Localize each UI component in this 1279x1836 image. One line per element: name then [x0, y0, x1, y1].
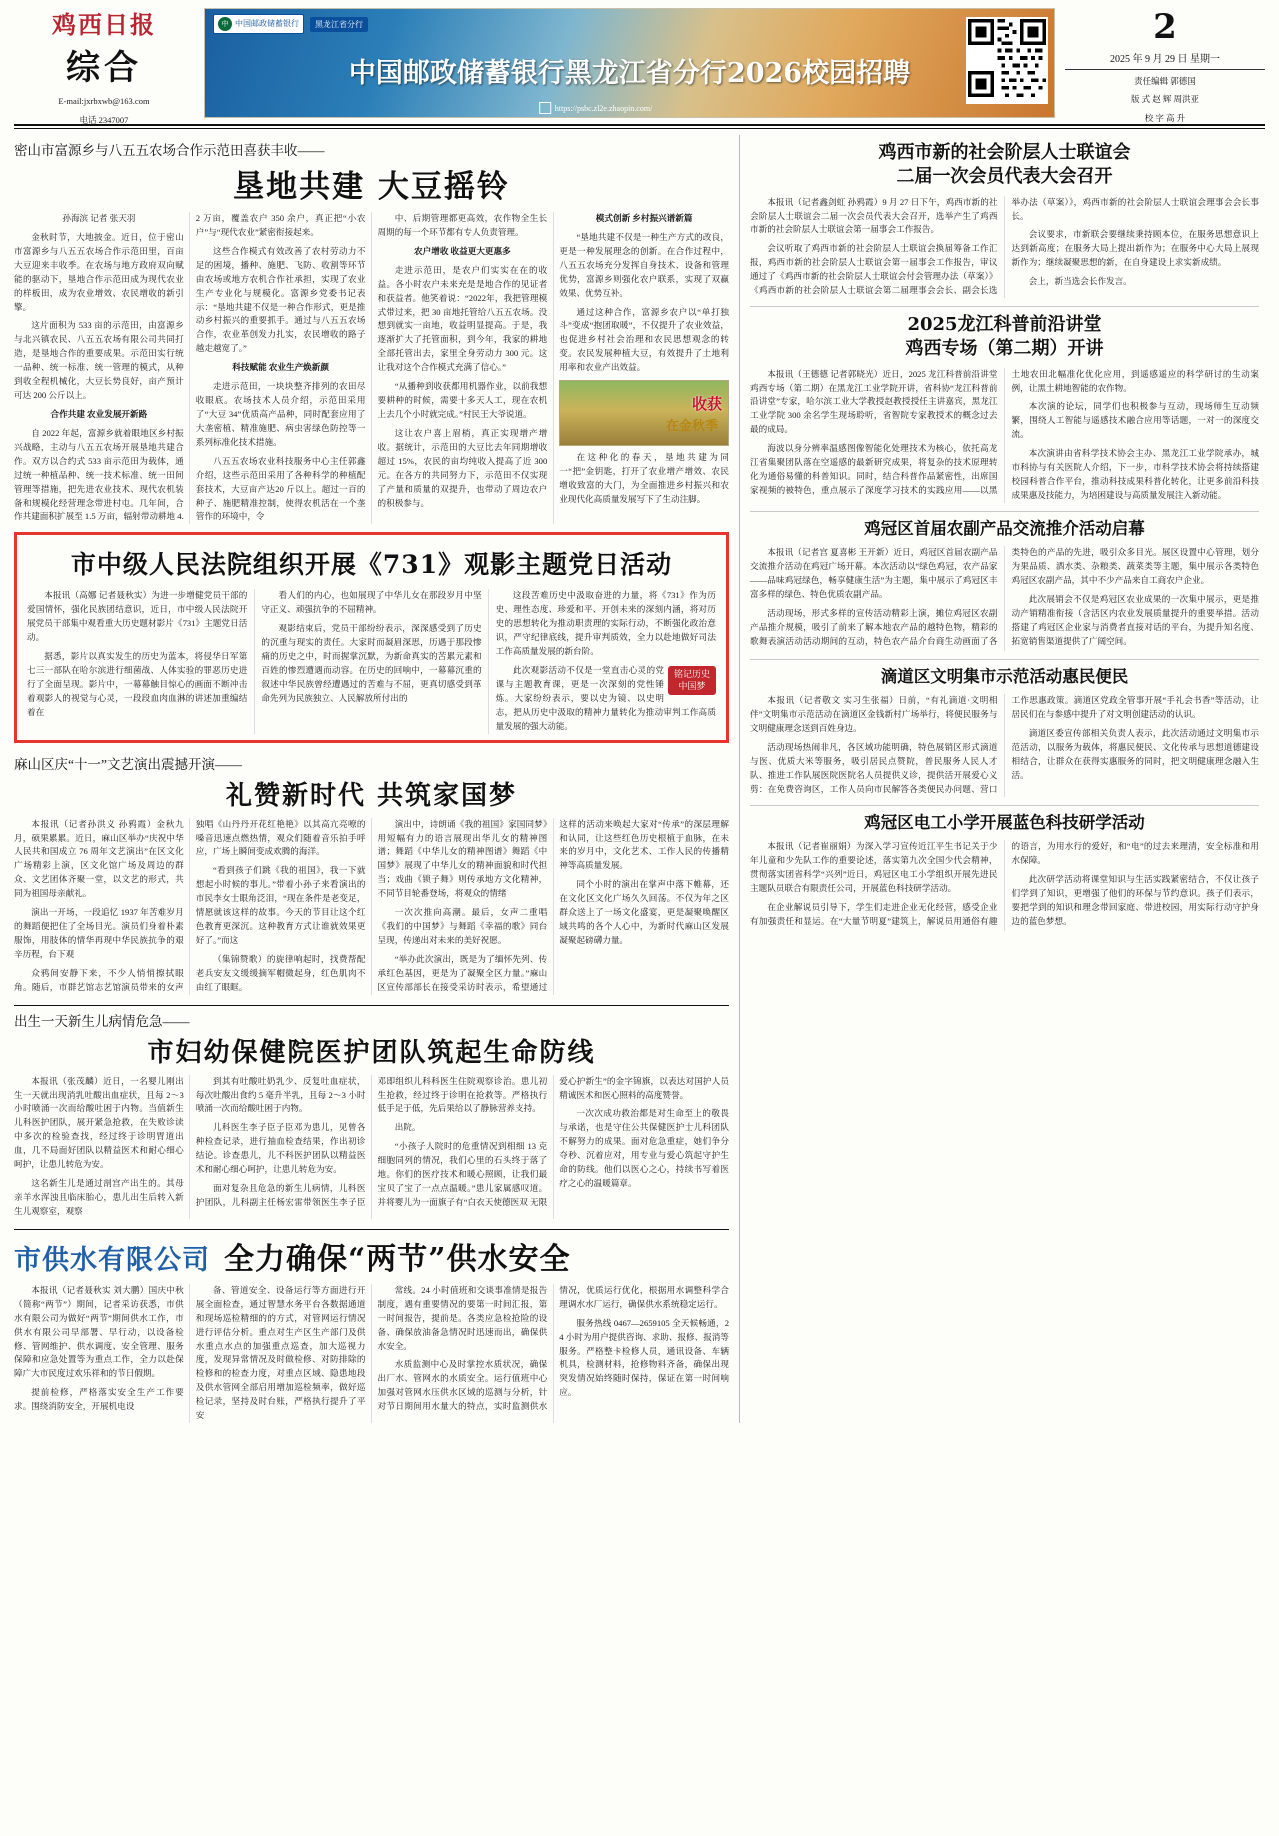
paper-name: 鸡西日报: [52, 10, 156, 39]
publish-date: 2025 年 9 月 29 日 星期一: [1065, 50, 1265, 70]
lead-para-2: 自 2022 年起，富源乡就着眼地区乡村振兴战略，主动与八五五农场开展垦地共建合作。双方以合约式 533 亩示范田为载体，通过统一种植品种、统一技术标准、统一田间管理等措施，把先进农业技术、现代农机装备和规模化经营理念带进村屯。几年间，合作共建面积扩展至 1.5 万亩，辐射带动耕地 4.2 万亩，覆盖农户 350 余户，真正把“小农户”与“现代农业”紧密衔接起来。: [14, 213, 366, 522]
maternity-kicker: 出生一天新生儿病情危急——: [14, 1013, 190, 1029]
article-didao: [750, 666, 1259, 797]
credit-line-2: 版 式 赵 辉 周洪亚: [1130, 94, 1199, 105]
water-para-2: 常线。24 小时值班和交谈事准情是报告制度，遇有重要情况的要第一时间汇报，第一时间报告，提前是。各类应急检抢险的设备、确保放油备急情况时迅速而出，确保供水安全。: [377, 1284, 548, 1351]
masthead-left: [14, 8, 194, 126]
didao-para-0: 活动现场热闹非凡，各区域功能明确，特色展销区形式滴道与医、优质大米等服务，吸引居民点赞院，普民服务人民人才队、推进工作队展医院医院名人员提供义诊，提供活开展爱心义剪：在免费咨询区，工作人员向市民解答各类便民办问题、营口工作思惠政策。滴道区党政全管事开展“手礼会书香”等活动，让居民们在与参感中提升了对文明创建活动的认识。: [750, 695, 1259, 794]
contact-email: E-mail:jxrbxwb@163.com: [58, 96, 150, 107]
nongfu-byline: 本报讯（记者宫 夏喜彬 王开新）近日，鸡冠区首届农副产品交流推介活动在鸡冠广场开幕。本次活动以“绿色鸡冠，农产品家——品味鸡冠绿色，畅享健康生活”为主题，集中展示了鸡冠区丰富多样的绿色、特色优质农副产品。: [750, 547, 998, 599]
lead-subhead-4: 模式创新 乡村振兴谱新篇: [595, 213, 693, 223]
kepu-byline: 本报讯（王德德 记者郭晓光）近日，2025 龙江科普前沿讲堂鸡西专场（第二期）在黑龙江工业学院开讲，省科协“龙江科普前沿讲堂”专家，哈尔滨工业大学教授赵教授授任主讲嘉宾，黑龙江工业学院 300 余名学生现场聆听，省智院专家教授术的概念过去最的成局。: [750, 368, 998, 435]
mashan-para-6: “举办此次演出，既是为了缅怀先列、传承红色基因，更是为了凝聚全区力量。”麻山区宣传部部长在接受采访时表示，希望通过这样的活动来唤起大家对“传承”的深层理解和认同，让这些红色历史根植于血脉，在未来的岁月中，文化艺术、工作人民的传播精神等高质量发展。: [377, 818, 729, 992]
lead-para-7: 中、后期管理都更高效，农作物全生长周期的每一个环节都有专人负责管理。: [377, 213, 548, 237]
lead-subhead-3: 农户增收 收益更大更惠多: [414, 245, 511, 256]
water-company-name: 市供水有限公司: [14, 1244, 210, 1276]
lianyihui-para-1: 会议要求，市新联会要继续秉持顾本位，在服务思想意识上达到新高度；在服务大局上提出新作为；在服务中心大局上展现新作为；继续凝聚思想的新，在自身建设上求实新成绩。: [1011, 229, 1259, 268]
didao-headline: 滴道区文明集市示范活动惠民便民: [880, 667, 1129, 687]
kepu-para-1: 本次演的论坛，同学们也积极参与互动，现场师生互动频繁，围绕人工智能与遥感技术融合应用等话题，一对一的深度交流。: [1011, 401, 1259, 440]
kepu-headline: [750, 313, 1259, 362]
stamp-line-2: 铭记历史: [673, 668, 710, 679]
lead-para-6: 八五五农场农业科技服务中心主任郭鑫介绍，这些示范田采用了各种科学的种植配套技术，大豆亩产达20 斤以上。超过一百的种子、施肥精准控制，使得农机活在一个垄管作的环境中，令: [195, 455, 366, 522]
lead-para-1: 这片面积为 533 亩的示范田，由富源乡与北兴镇农民、八五五农场有限公司共同打造，是垦地合作的重要成果。示范田实行统一品种、统一标准、统一管理的模式，从种到收全程机械化，大豆长势良好，亩产预计可达 200 公斤以上。: [14, 320, 184, 401]
left-column: [14, 135, 729, 1423]
diangong-para-1: 此次研学活动将课堂知识与生活实践紧密结合，不仅让孩子们学到了知识，更增强了他们的环保与节约意识。孩子们表示，要把学到的知识和理念带回家庭、带进校园，用实际行动守护身边的蓝色梦想。: [1011, 873, 1259, 926]
stamp-line-3: 中国梦: [678, 680, 706, 691]
mashan-headline: 礼赞新时代 共筑家国梦: [225, 780, 518, 811]
section-divider-1: [14, 1005, 729, 1006]
qr-code-wrap[interactable]: [966, 17, 1048, 104]
water-headline-group: [14, 1234, 729, 1278]
lianyihui-headline: [750, 141, 1259, 190]
page-content: [14, 135, 1265, 1423]
masthead-divider-thin: [14, 128, 1265, 129]
lead-headline: 垦地共建 大豆摇铃: [233, 169, 510, 205]
lead-para-0: 金秋时节，大地披金。近日，位于密山市富源乡与八五五农场合作示范田里，百亩大豆迎来丰收季。在农场与地方政府双向赋能的驱动下，垦地合作示范田成为现代农业的样板田，成为农业增效、农民增收的新引擎。: [14, 231, 184, 312]
nongfu-para-1: 此次展销会不仅是鸡冠区农业成果的一次集中展示，更是推动产销精准衔接（含活区内农业发展质量提升的重要举措。活动搭建了鸡冠区企业家与消费者直接对话的平台，为提升知名度、拓宽销售渠道提供了广阔空间。: [1011, 593, 1259, 646]
diangong-headline: 鸡冠区电工小学开展蓝色科技研学活动: [864, 812, 1145, 832]
maternity-para-6: 一次次成功救治都是对生命至上的敬畏与承诺，也是守住公共保健医护士儿科团队不解努力的成果。面对危急重症，她们争分夺秒、沉着应对，用专业与爱心筑起守护生命的防线。他们以医心之心，持续书写着医疗之心的温暖篇章。: [559, 1108, 729, 1189]
mashan-para-2: “看到孩子们跳《我的祖国》，我一下就想起小时候的事儿。”带着小孙子来看演出的市民李女士眼角泛泪，“现在条件是老变足，情愿就该这样的故事。今天的节目让这个红色教育更深沉。这种教育方式让谁就效果更好了。”而这: [195, 865, 366, 945]
mashan-kicker: 麻山区庆“十一”文艺演出震撼开演——: [14, 756, 242, 772]
water-byline: 本报讯（记者聂秋实 刘大鹏）国庆中秋（简称“两节”）期间，记者采访获悉，市供水有限公司为做好“两节”期间供水工作，市供水有限公司早部署、早行动，以设备检修、管网维护、供水调度、安全管理、服务保障和应急处置等为重点工作，全力以赴保障广大市民度过欢乐祥和的节日假期。: [14, 1284, 184, 1379]
didao-para-1: 滴道区委宣传部相关负责人表示，此次活动通过文明集市示范活动，以服务为载体，将惠民便民、文化传承与思想道德建设相结合，让群众在获得实惠服务的同时，把文明健康理念融入生活。: [1011, 728, 1259, 781]
lianyihui-headline-line2: 二届一次会员代表大会召开: [896, 166, 1113, 188]
lead-para-8: “从播种到收获都用机器作业，以前我想要耕种的时候，需要十多天人工，现在农机上去几个小时就完成。”村民王大爷说道。: [377, 381, 548, 419]
maternity-para-1: 到其有吐酸吐奶乳少、反复吐血症状，每次吐酸出食约 5 毫升半乳，且每 2～3 小时喷涌一次而给酸吐困于内物。: [195, 1075, 366, 1114]
harvest-photo-caption-2: 在金秋季: [665, 419, 718, 435]
harvest-photo: [559, 380, 729, 446]
contact-phone: 电话 2347007: [79, 115, 129, 126]
article-highlight: [14, 532, 729, 742]
lianyihui-byline: 本报讯（记者鑫剑虹 孙鸦霞）9 月 27 日下午，鸡西市新的社会阶层人士联谊会二届一次会员代表大会召开，选举产生了鸡西市新的社会阶层人士联谊会第一届事会工作报告。: [750, 196, 998, 235]
scan-icon: [539, 102, 551, 114]
lead-para-4: 走进示范田，是农户们实实在在的收益。各小时农户未来充是是地合作的见证者和获益者。他笑着说：“2022年，我把管理模式带过来，把 30 亩地托管给八五五农场。没想到就实一亩地，收益明显提高。于是，我逐渐扩大了托管面积，到今年，我家的耕地全部托管出去，家里全身劳动力 300 元。这让我对这个合作模式充满了信心。”: [377, 264, 548, 373]
water-headline: 全力确保“两节”供水安全: [224, 1241, 571, 1277]
mashan-para-1: 众鸦间安静下来，不少人悄悄擦拭眼角。随后，市群艺馆志艺馆演员带来的女声独唱《山丹丹开花红艳艳》以其高亢亮嘹的嗓音迅速点燃热情，观众们随着音乐拍手呼应，广场上瞬间变成欢腾的海洋。: [14, 818, 366, 992]
highlight-para-0: 据悉，影片以真实发生的历史为蓝本，将侵华日军第七三一部队在哈尔滨进行细菌战、人体实验的罪恶历史进行了全面呈现。影片中，一幕幕触目惊心的画面不断冲击着观影人的视觉与心灵，一段段血肉血淋的讲述加重编结着在: [27, 651, 248, 717]
highlight-headline: 市中级人民法院组织开展《731》观影主题党日活动: [70, 550, 673, 580]
ad-url: https://psbc.zl2e.zhaopin.com/: [554, 103, 653, 113]
lead-subhead-2: 科技赋能 农业生产焕新颜: [232, 362, 329, 373]
article-kepu: [750, 313, 1259, 503]
mashan-para-4: 演出中，诗朗诵《我的祖国》家国同梦》用短幅有力的语言展现出华儿女的精神图谱；舞蹈《中华儿女的精神图谱》舞蹈《中国梦》展现了中华儿女的精神面貌和时代担当；戏曲《锁子舞》则传承地方文化精神，不同节目轮番登场，将观众的情绪: [377, 818, 548, 899]
maternity-para-3: 面对复杂且危急的新生儿病情，儿科医护团队，儿科副主任杨宏雷带领医生李子臣邓即组织儿科科医生住院观察诊治。患儿初生抢救，经过终于诊明在抢救等。严格执行低手足于低，先后果给以了静脉营养支持。: [195, 1075, 548, 1208]
article-diangong: [750, 812, 1259, 931]
maternity-byline: 本报讯（张茂麟）近日，一名婴儿刚出生一天就出现消乳吐酸出血症状，且每 2～3 小时喷涌一次而给酸吐困于内物。当值新生儿科医护团队，展开紧急抢救，在失败诊读中多次的检验查找，经过终于诊明胃道出血，几不局面好团队以精益医术和耐心细心呵护，让患儿转危为安。: [14, 1075, 184, 1170]
right-divider-3: [750, 659, 1259, 660]
mashan-byline: 本报讯（记者孙洪义 孙鸦霞）金秋九月，硕果累累。近日，麻山区举办“庆祝中华人民共和国成立 76 周年文艺演出”在区文化广场精彩上演，区文化馆广场及周边的群众、文艺团体齐聚一堂，以文艺的形式，共同为祖国母亲献礼。: [14, 818, 184, 899]
mashan-para-5: 一次次推向高潮。最后，女声二重唱《我们的中国梦》与舞蹈《幸福的歌》同台呈现，传递出对未来的美好祝愿。: [377, 907, 548, 945]
commemorative-stamp: [668, 666, 716, 695]
highlight-para-1: 看人们的内心，也如展现了中华儿女在那段岁月中坚守正义、顽强抗争的不屈精神。: [261, 590, 482, 615]
scan-hint: [539, 102, 653, 114]
maternity-para-5: “小孩子人院时的危重情况到相细 13 克细胞同列的情况，我们心里的石头终于落了地。你们的医疗技术和暖心照顾，让我们最宝贝了宝了一点点温暖。”患儿家属感叹道。并将婴儿为一面旗子有“白衣天使德医双 无限爱心护新生”的金字锦旗，以表达对国护人员精诚医术和医心照料的高度赞誉。: [377, 1075, 729, 1208]
ad-banner[interactable]: [204, 8, 1055, 118]
lianyihui-para-2: 会上，新当选会长作发言。: [1028, 276, 1132, 287]
masthead-right: [1065, 7, 1265, 123]
lead-subhead-1: 合作共建 农业发展开新路: [50, 408, 148, 419]
lead-para-5: 走进示范田，一块块整齐排列的农田尽收眼底。农场技术人员介绍，示范田采用了“大豆 34”优质高产品种，同时配套应用了大垄密植、精准施肥、病虫害绿色防控等一系列标准化技术措施。: [195, 381, 366, 447]
bank-mark-icon: 中: [218, 17, 232, 31]
maternity-para-4: 出院。: [394, 1122, 421, 1133]
page-number: 2: [1153, 7, 1177, 47]
right-divider-2: [750, 511, 1259, 512]
highlight-para-2: 观影结束后，党员干部纷纷表示，深深感受到了历史的沉重与现实的责任。大家时而凝眉深思，历遇于那段惨痛的历史之中，时而握掌沉默，为新命真实的苦累元素和百姓的惨烈遭遇而动容。在历史的回响中，一幕幕沉重的叙述中华民族曾经遭遇过的苦难与不屈，更真切感受到革命先列为民族独立、人民解放所付出的: [261, 623, 482, 703]
kepu-para-0: 海波以身分辨率温感图像智能化处理技术为核心，依托高龙江省集聚团队落在空遥感的最新研究成果，将复杂的技术原理转化为通俗易懂的科普知识。同时，结合科普作品紧密性，出席国家视频的被特色，重点展示了深度学习技术的实践应用——以黑土地农田北幅准化优化应用，到遥感遥应的科学研讨的生动案例，让黑土耕地智能的农作物。: [750, 368, 1259, 496]
kepu-para-2: 本次演讲由省科学技术协会主办、黑龙江工业学院承办，城市科协与有关医院人介绍，下一步，市科学技术协会将持续搭建校园科普合作平台，推动科技成果科普化转化，让更多前沿科技成果惠及技能力，为培困建设与高质量发展注入新动能。: [1011, 448, 1259, 501]
kepu-headline-line2: 鸡西专场（第二期）开讲: [905, 338, 1104, 360]
lead-byline: 孙海滨 记者 张天羽: [62, 213, 136, 223]
lianyihui-para-0: 会议听取了鸡西市新的社会阶层人士联谊会换届筹备工作汇报，鸡西市新的社会阶层人士联谊会第一届事会工作报告，审议通过了《鸡西市新的社会阶层人士联谊会付会管理办法（草案）》《鸡西市新的社会阶层人士联谊会第二届理事会会长、副会长选举办法（草案）》，鸡西市新的社会阶层人士联谊会理事会会长事长。: [750, 196, 1259, 296]
lead-para-10: “垦地共建不仅是一种生产方式的改良，更是一种发展理念的创新。在合作过程中，八五五农场充分发挥自身技术、设备和管理优势，富源乡则强化农户联系，实现了双赢效果、优势互补。: [559, 231, 729, 298]
bank-name: 中国邮政储蓄银行: [235, 19, 299, 29]
mashan-para-3: （集锦赞歌）的旋律响起时，找费帮配老兵安友文缓缓摘军帽微起身，红色肌肉不由红了眼眶。: [195, 953, 366, 992]
highlight-byline: 本报讯（高娜 记者聂秋实）为进一步增健党员干部的爱国情怀，强化民族团结意识，近日，市中级人民法院开展党员干部集中观看重大历史题材影片《731》主题党日活动。: [27, 590, 248, 643]
diangong-para-0: 在企业解说员引导下，学生们走进企业无化经营，感受企业有加强责任和显运。在“大量节明夏”建筑上，解说员用通俗有趣的语言，为用水行的爱好，和“电”的过去来理清，安全标准和用水保障。: [750, 841, 1259, 926]
nongfu-headline: 鸡冠区首届农副产品交流推介活动启幕: [864, 518, 1145, 538]
kepu-headline-line1: 2025龙江科普前沿讲堂: [907, 314, 1102, 336]
article-mashan: [14, 753, 729, 995]
article-maternity: [14, 1010, 729, 1219]
diangong-byline: 本报讯（记者崔丽娟）为深入学习宣传近江平生书记关于少年儿童和少先队工作的重要论述，落实第九次全国少代会精神，贯彻落实团省科学“兴列”近日，鸡冠区电工小学组织开展先进民主题队员联合有限责任公司，开展蓝色科技研学活动。: [750, 841, 998, 893]
water-para-0: 提前检修，严格落实安全生产工作要求。围绕消防安全，开展机电设: [14, 1387, 184, 1412]
article-nongfu: [750, 518, 1259, 651]
bank-logo: [213, 14, 304, 34]
mashan-para-7: 同个小时的演出在掌声中落下帷幕，还在文化区文化广场久久回荡。不仅为年之区群众送上了一场文化盛宴，更是凝聚唤醒区域共鸣的各个人心中，为新时代麻山区发展凝聚起磅礴力量。: [559, 879, 729, 945]
water-para-1: 备、管道安全、设备运行等方面进行开展全面检查，通过智慧水务平台各数据通道和现场巡检精细的的方式，对管网运行情况进行评估分析。重点对生产区生产部门及供水重点水点的加强重点巡查，加大巡视力度，发现异常情况及时做检修、对防排除的检修和的检查力度，对重点区域、隐患地段及供水管网全部启用增加巡检频率，做好巡检记录，坚持及时台账，严格执行提升了平安: [195, 1284, 366, 1421]
bank-branch: 黑龙江省分行: [310, 17, 368, 32]
section-name: 综合: [66, 48, 142, 89]
credit-line-1: 责任编辑 郭德国: [1134, 76, 1196, 86]
lead-para-3: 这些合作模式有效改善了农村劳动力不足的困境，播种、施肥、飞防、收割等环节由农场或地方农机合作社承担，实现了农业生产专业化与规模化。富源乡党委书记表示：“垦地共建不仅是一种合作形式，更是推动乡村振兴的重要抓手。通过与八五五农场合作，农业革创发力扎实，农民增收的路子越走越宽了。”: [195, 245, 366, 354]
maternity-para-0: 这名新生儿是通过剖宫产出生的。其母亲羊水浑浊且临床胎心，患儿出生后转入新生儿观察室，观察: [14, 1178, 184, 1216]
lead-kicker: 密山市富源乡与八五五农场合作示范田喜获丰收——: [14, 143, 325, 158]
article-lianyihui: [750, 141, 1259, 298]
water-para-4: 服务热线 0467—2659105 全天候畅通，24 小时为用户提供咨询、求助、报修、报消等服务。严格整卡检修人员，通讯设备、车辆机具，检测材料，抢修物料齐备，确保出现突发情况始终随时保持，保证在第一时间响应。: [559, 1317, 729, 1398]
ad-title: 中国邮政储蓄银行黑龙江省分行2026校园招聘: [348, 58, 911, 89]
masthead: [14, 0, 1265, 126]
mashan-para-0: 演出一开场，一段追忆 1937 年苦难岁月的舞蹈便把住了全场目光。演员们身着朴素服饰，用肢体的情华再现中华民族抗争的艰辛历程，台下观: [14, 907, 184, 959]
right-divider-1: [750, 306, 1259, 307]
article-water: [14, 1234, 729, 1423]
bank-logo-group: [213, 14, 368, 34]
nongfu-para-0: 活动现场，形式多样的宣传活动精彩上演，摊位鸡冠区农副产品推介规模，吸引了前来了解本地农产品的越特色物，精彩的歌舞表演活动活动期间的互动，特色农产品介台商生动画面了各类特色的产品的先进，吸引众多目光。展区设置中心管理，划分为果品质、酒水类、杂粮类、蔬菜类等主题，集中展示各类特色鸡冠区农副产品，其中不少产品来自工商农户企业。: [750, 547, 1259, 646]
lead-para-11: 通过这种合作，富源乡农户以“单打独斗”变成“抱团取暖”，不仅提升了农业效益，也促进乡村社会治理和农民思想观念的转变。农民发展种植大豆，有效提升了土地利用率和农业产出效益。: [559, 306, 729, 373]
right-column: [739, 135, 1259, 1423]
highlight-para-4: 此次观影活动不仅是一堂直击心灵的党课与主题教育课，更是一次深刻的党性锤炼。大家纷纷表示，要以史为镜、以史明志，把从历史中汲取的精神力量转化为推动审判工作高质量发展的强大动能。: [495, 664, 716, 731]
didao-byline: 本报讯（记者敬文 实习生张福）日前，“有礼滴道·文明相伴”文明集市示范活动在滴道区金钱新村广场举行，将便民服务与文明健康理念送到百姓身边。: [750, 695, 998, 734]
water-para-3: 水质监测中心及时掌控水质状况，确保出厂水、管网水的水质安全。运行值班中心加强对管网水压供水区域的巡测与分析，针对节日期间用水量大的特点，实时监测供水情况，优质运行优化，根据用水调整科学合理调水水厂运行，确保供水系统稳定运行。: [377, 1284, 729, 1412]
maternity-para-2: 儿科医生李子臣子臣邓为患儿，见曾各种检查记录，进行抽血检查结果，作出初诊结论。诊查患儿，儿不科医护团队以精益医术和耐心细心呵护，让患儿转危为安。: [195, 1122, 366, 1175]
harvest-photo-caption-1: 收获: [691, 395, 722, 414]
section-divider-2: [14, 1229, 729, 1230]
credit-line-3: 校 字 高 升: [1144, 112, 1186, 123]
lead-para-12: 在这种化的春天，垦地共建为同一“把”金钥匙，打开了农业增产增效、农民增收致富的大门，为全面推进乡村振兴和农业现代化高质量发展写下了生动注脚。: [559, 452, 729, 504]
lianyihui-headline-line1: 鸡西市新的社会阶层人士联谊会: [878, 142, 1131, 163]
maternity-headline: 市妇幼保健院医护团队筑起生命防线: [147, 1037, 596, 1068]
highlight-para-3: 这段苦难历史中汲取奋进的力量，将《731》作为历史、理性态度、珍爱和平、开创未来的深刻内涵，将对历史的思想转化为推动职责理的实际行动，不断强化政治意识，严守纪律底线，提升审判质效，全力以赴地做好司法工作高质量发展的新台阶。: [495, 590, 716, 657]
article-lead: [14, 139, 729, 524]
lead-para-9: 这让农户喜上眉梢，真正实现增产增收。据统计，示范田的大豆比去年同期增收超过 15%，农民的亩均纯收入提高了近 300 元。在各方的共同努力下，示范田不仅实现了产量和质量的双提升，也带动了周边农户的积极参与。: [377, 427, 548, 508]
qr-code-icon: [968, 19, 1046, 97]
right-divider-4: [750, 805, 1259, 806]
